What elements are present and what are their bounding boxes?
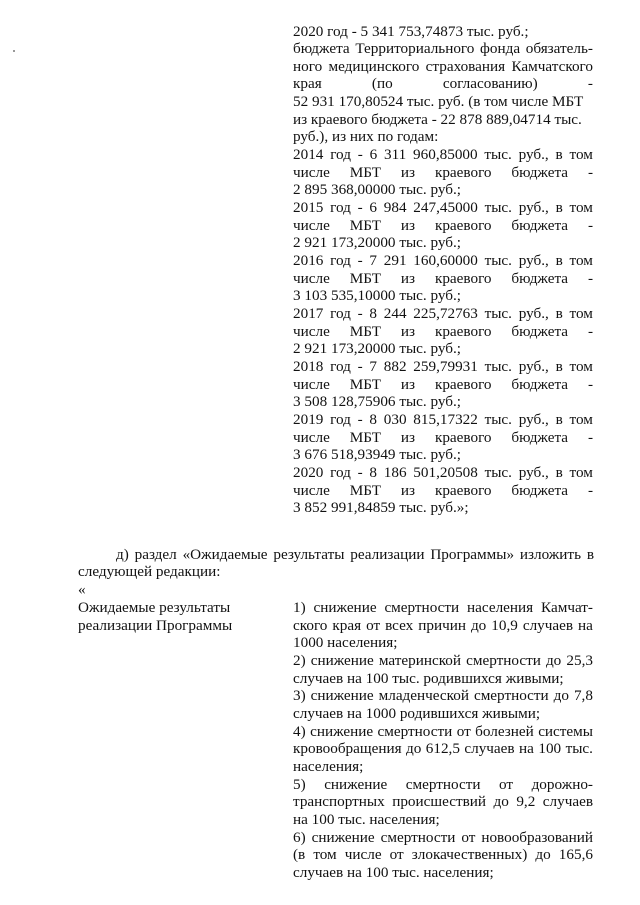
word: руб., [518, 464, 549, 481]
word: - [357, 252, 363, 269]
word: снижение [310, 687, 374, 704]
word: 2020 [293, 464, 324, 481]
word: Территориального [355, 40, 475, 57]
word: - [357, 305, 363, 322]
word: случаев [464, 740, 515, 757]
word: снижение [311, 829, 375, 846]
word: тыс. [565, 740, 593, 757]
word: числе [293, 323, 330, 340]
word: тыс. [484, 146, 512, 163]
instruction-line [116, 546, 594, 563]
word: в [555, 199, 563, 216]
word: - [357, 199, 363, 216]
word: 2) [293, 652, 306, 669]
result-line [293, 599, 593, 616]
word: числе [293, 164, 330, 181]
word: руб., [518, 358, 549, 375]
word: 100 [538, 740, 562, 757]
word: (по [371, 75, 393, 92]
word: 6) [293, 829, 306, 846]
word: случаев [522, 617, 574, 634]
word: тыс. [484, 199, 512, 216]
word: 2019 [293, 411, 324, 428]
word: краевого [434, 376, 492, 393]
word: - [357, 464, 363, 481]
scan-mark [13, 50, 15, 52]
instruction-line: следующей редакции: [78, 563, 221, 580]
word: том [569, 146, 593, 163]
word: - [587, 482, 593, 499]
word: до [470, 617, 487, 634]
word: том [313, 846, 337, 863]
year-line [293, 358, 593, 375]
funding-line: из краевого бюджета - 22 878 889,04714 тыс. [293, 111, 582, 128]
word: 165,6 [558, 846, 593, 863]
year-line [293, 464, 593, 481]
word: случаев [542, 793, 593, 810]
word: год [330, 252, 351, 269]
word: ного [293, 58, 323, 75]
word: результаты [273, 546, 345, 563]
word: от [389, 846, 404, 863]
word: 160,60000 [413, 252, 478, 269]
word: том [569, 252, 593, 269]
word: д) [116, 546, 129, 563]
word: дорожно- [531, 776, 593, 793]
word: до [493, 793, 509, 810]
mbt-amount-line: 3 508 128,75906 тыс. руб.; [293, 393, 462, 410]
results-label-line: реализации Программы [78, 617, 233, 634]
word: числе [293, 376, 330, 393]
word: в [555, 411, 563, 428]
word: МБТ [349, 376, 382, 393]
funding-line: руб.), из них по годам: [293, 128, 439, 145]
word: реализации [350, 546, 425, 563]
word: - [587, 164, 593, 181]
word: 984 [383, 199, 407, 216]
word: руб., [518, 199, 549, 216]
mbt-amount-line: 3 676 518,93949 тыс. руб.; [293, 446, 462, 463]
word: краевого [434, 164, 492, 181]
word: 612,5 [425, 740, 460, 757]
result-line: случаев на 100 тыс. населения; [293, 864, 494, 881]
word: смертности [466, 652, 541, 669]
mbt-line [293, 323, 593, 340]
word: МБТ [349, 482, 382, 499]
word: Камчат- [541, 599, 593, 616]
word: бюджета [511, 270, 569, 287]
word: до [535, 846, 551, 863]
word: 2017 [293, 305, 324, 322]
word: МБТ [349, 217, 382, 234]
result-line [293, 846, 593, 863]
word: том [569, 464, 593, 481]
word: от [499, 776, 514, 793]
funding-line: 2020 год - 5 341 753,74873 тыс. руб.; [293, 23, 529, 40]
word: год [330, 305, 351, 322]
word: 6 [369, 146, 378, 163]
year-line [293, 146, 593, 163]
word: согласованию) [442, 75, 538, 92]
word: 030 [383, 411, 407, 428]
year-line [293, 305, 593, 322]
word: - [587, 270, 593, 287]
result-line: населения; [293, 758, 364, 775]
word: снижение [313, 599, 377, 616]
result-line [293, 617, 593, 634]
word: руб., [518, 305, 549, 322]
word: фонда [480, 40, 521, 57]
word: тыс. [484, 411, 512, 428]
funding-line [293, 58, 593, 75]
mbt-line [293, 270, 593, 287]
word: 311 [384, 146, 407, 163]
word: смертности [473, 687, 549, 704]
word: год [330, 464, 351, 481]
word: тыс. [484, 252, 512, 269]
word: смертности [405, 776, 481, 793]
word: транспортных [293, 793, 385, 810]
word: - [357, 358, 363, 375]
word: из [400, 482, 416, 499]
word: краевого [434, 323, 492, 340]
result-line: 1000 населения; [293, 634, 398, 651]
word: медицинского [328, 58, 420, 75]
word: в [555, 146, 563, 163]
word: числе [293, 429, 330, 446]
word: 2018 [293, 358, 324, 375]
word: числе [293, 482, 330, 499]
word: «Ожидаемые [182, 546, 268, 563]
mbt-amount-line: 2 921 173,20000 тыс. руб.; [293, 340, 462, 357]
mbt-amount-line: 3 852 991,84859 тыс. руб.»; [293, 499, 469, 516]
word: бюджета [511, 323, 569, 340]
word: страхования [425, 58, 506, 75]
word: том [569, 358, 593, 375]
word: системы [538, 723, 593, 740]
result-line: случаев на 100 тыс. родившихся живыми; [293, 670, 564, 687]
word: числе [344, 846, 382, 863]
word: - [357, 411, 363, 428]
word: - [357, 146, 363, 163]
word: краевого [434, 217, 492, 234]
mbt-line [293, 217, 593, 234]
result-line [293, 723, 593, 740]
word: 247,45000 [413, 199, 478, 216]
mbt-amount-line: 2 921 173,20000 тыс. руб.; [293, 234, 462, 251]
word: год [330, 358, 351, 375]
word: из [400, 429, 416, 446]
word: руб., [518, 146, 549, 163]
funding-line: 52 931 170,80524 тыс. руб. (в том числе МБТ [293, 93, 584, 110]
word: 259,79931 [413, 358, 478, 375]
word: МБТ [349, 164, 382, 181]
word: ского [293, 617, 328, 634]
word: - [587, 75, 593, 92]
word: год [330, 411, 351, 428]
word: происшествий [392, 793, 487, 810]
word: смертности [377, 723, 453, 740]
mbt-line [293, 376, 593, 393]
word: год [330, 199, 351, 216]
word: в [586, 546, 594, 563]
word: бюджета [511, 376, 569, 393]
year-line [293, 411, 593, 428]
word: до [545, 652, 562, 669]
word: 7 [369, 252, 378, 269]
word: тыс. [484, 358, 512, 375]
word: 3) [293, 687, 306, 704]
year-line [293, 252, 593, 269]
result-line [293, 829, 593, 846]
word: снижение [310, 652, 374, 669]
word: всех [385, 617, 414, 634]
mbt-line [293, 429, 593, 446]
word: 9,2 [516, 793, 536, 810]
result-line: случаев на 1000 родившихся живыми; [293, 705, 541, 722]
word: тыс. [484, 305, 512, 322]
mbt-amount-line: 2 895 368,00000 тыс. руб.; [293, 181, 462, 198]
word: на [519, 740, 534, 757]
word: из [400, 323, 416, 340]
word: снижение [310, 723, 374, 740]
word: болезней [475, 723, 534, 740]
word: МБТ [349, 323, 382, 340]
mbt-line [293, 164, 593, 181]
word: 25,3 [566, 652, 593, 669]
word: в [555, 252, 563, 269]
word: - [587, 429, 593, 446]
year-line [293, 199, 593, 216]
word: руб., [518, 252, 549, 269]
word: края [293, 75, 322, 92]
word: 5) [293, 776, 306, 793]
word: бюджета [511, 429, 569, 446]
word: - [587, 376, 593, 393]
word: смертности [384, 599, 460, 616]
word: руб., [518, 411, 549, 428]
word: числе [293, 270, 330, 287]
word: Камчатского [511, 58, 593, 75]
result-line [293, 793, 593, 810]
word: до [406, 740, 422, 757]
word: 7,8 [573, 687, 593, 704]
word: тыс. [484, 464, 512, 481]
word: том [569, 411, 593, 428]
word: МБТ [349, 429, 382, 446]
results-label-line: Ожидаемые результаты [78, 599, 231, 616]
word: Программы» [430, 546, 515, 563]
word: снижение [324, 776, 388, 793]
word: на [578, 617, 593, 634]
word: раздел [134, 546, 177, 563]
word: из [400, 376, 416, 393]
word: от [461, 829, 476, 846]
word: бюджета [511, 164, 569, 181]
word: 501,20508 [413, 464, 478, 481]
funding-line [293, 40, 593, 57]
word: 882 [383, 358, 407, 375]
word: том [569, 199, 593, 216]
word: краевого [434, 482, 492, 499]
result-line [293, 776, 593, 793]
word: 7 [369, 358, 378, 375]
word: в [555, 305, 563, 322]
word: краевого [434, 429, 492, 446]
word: 2014 [293, 146, 324, 163]
word: 815,17322 [413, 411, 478, 428]
word: обязатель- [525, 40, 593, 57]
word: 2015 [293, 199, 324, 216]
word: 10,9 [491, 617, 518, 634]
word: края [332, 617, 362, 634]
word: злокачественных) [411, 846, 528, 863]
mbt-line [293, 482, 593, 499]
result-line [293, 687, 593, 704]
word: изложить [519, 546, 581, 563]
word: бюджета [511, 217, 569, 234]
word: смертности [380, 829, 456, 846]
word: 8 [369, 464, 378, 481]
word: от [456, 723, 471, 740]
word: - [587, 217, 593, 234]
word: младенческой [378, 687, 469, 704]
word: (в [293, 846, 306, 863]
word: бюджета [511, 482, 569, 499]
word: 6 [369, 199, 378, 216]
funding-line [293, 75, 593, 92]
word: том [569, 305, 593, 322]
word: - [587, 323, 593, 340]
word: 291 [383, 252, 407, 269]
word: 1) [293, 599, 306, 616]
result-line [293, 652, 593, 669]
word: 2016 [293, 252, 324, 269]
word: 186 [383, 464, 407, 481]
word: материнской [378, 652, 462, 669]
word: 8 [369, 411, 378, 428]
word: 244 [383, 305, 407, 322]
word: новообразований [481, 829, 593, 846]
word: бюджета [293, 40, 350, 57]
word: в [555, 464, 563, 481]
word: из [400, 164, 416, 181]
word: в [555, 358, 563, 375]
word: кровообращения [293, 740, 402, 757]
result-line: на 100 тыс. населения; [293, 811, 440, 828]
word: причин [418, 617, 466, 634]
word: до [553, 687, 569, 704]
word: краевого [434, 270, 492, 287]
word: числе [293, 217, 330, 234]
word: год [330, 146, 351, 163]
result-line [293, 740, 593, 757]
word: МБТ [349, 270, 382, 287]
word: населения [467, 599, 534, 616]
word: от [366, 617, 381, 634]
word: 8 [369, 305, 378, 322]
word: 4) [293, 723, 306, 740]
word: из [400, 270, 416, 287]
word: 960,85000 [413, 146, 478, 163]
word: 225,72763 [413, 305, 478, 322]
mbt-amount-line: 3 103 535,10000 тыс. руб.; [293, 287, 462, 304]
opening-quote: « [78, 581, 86, 598]
word: из [400, 217, 416, 234]
